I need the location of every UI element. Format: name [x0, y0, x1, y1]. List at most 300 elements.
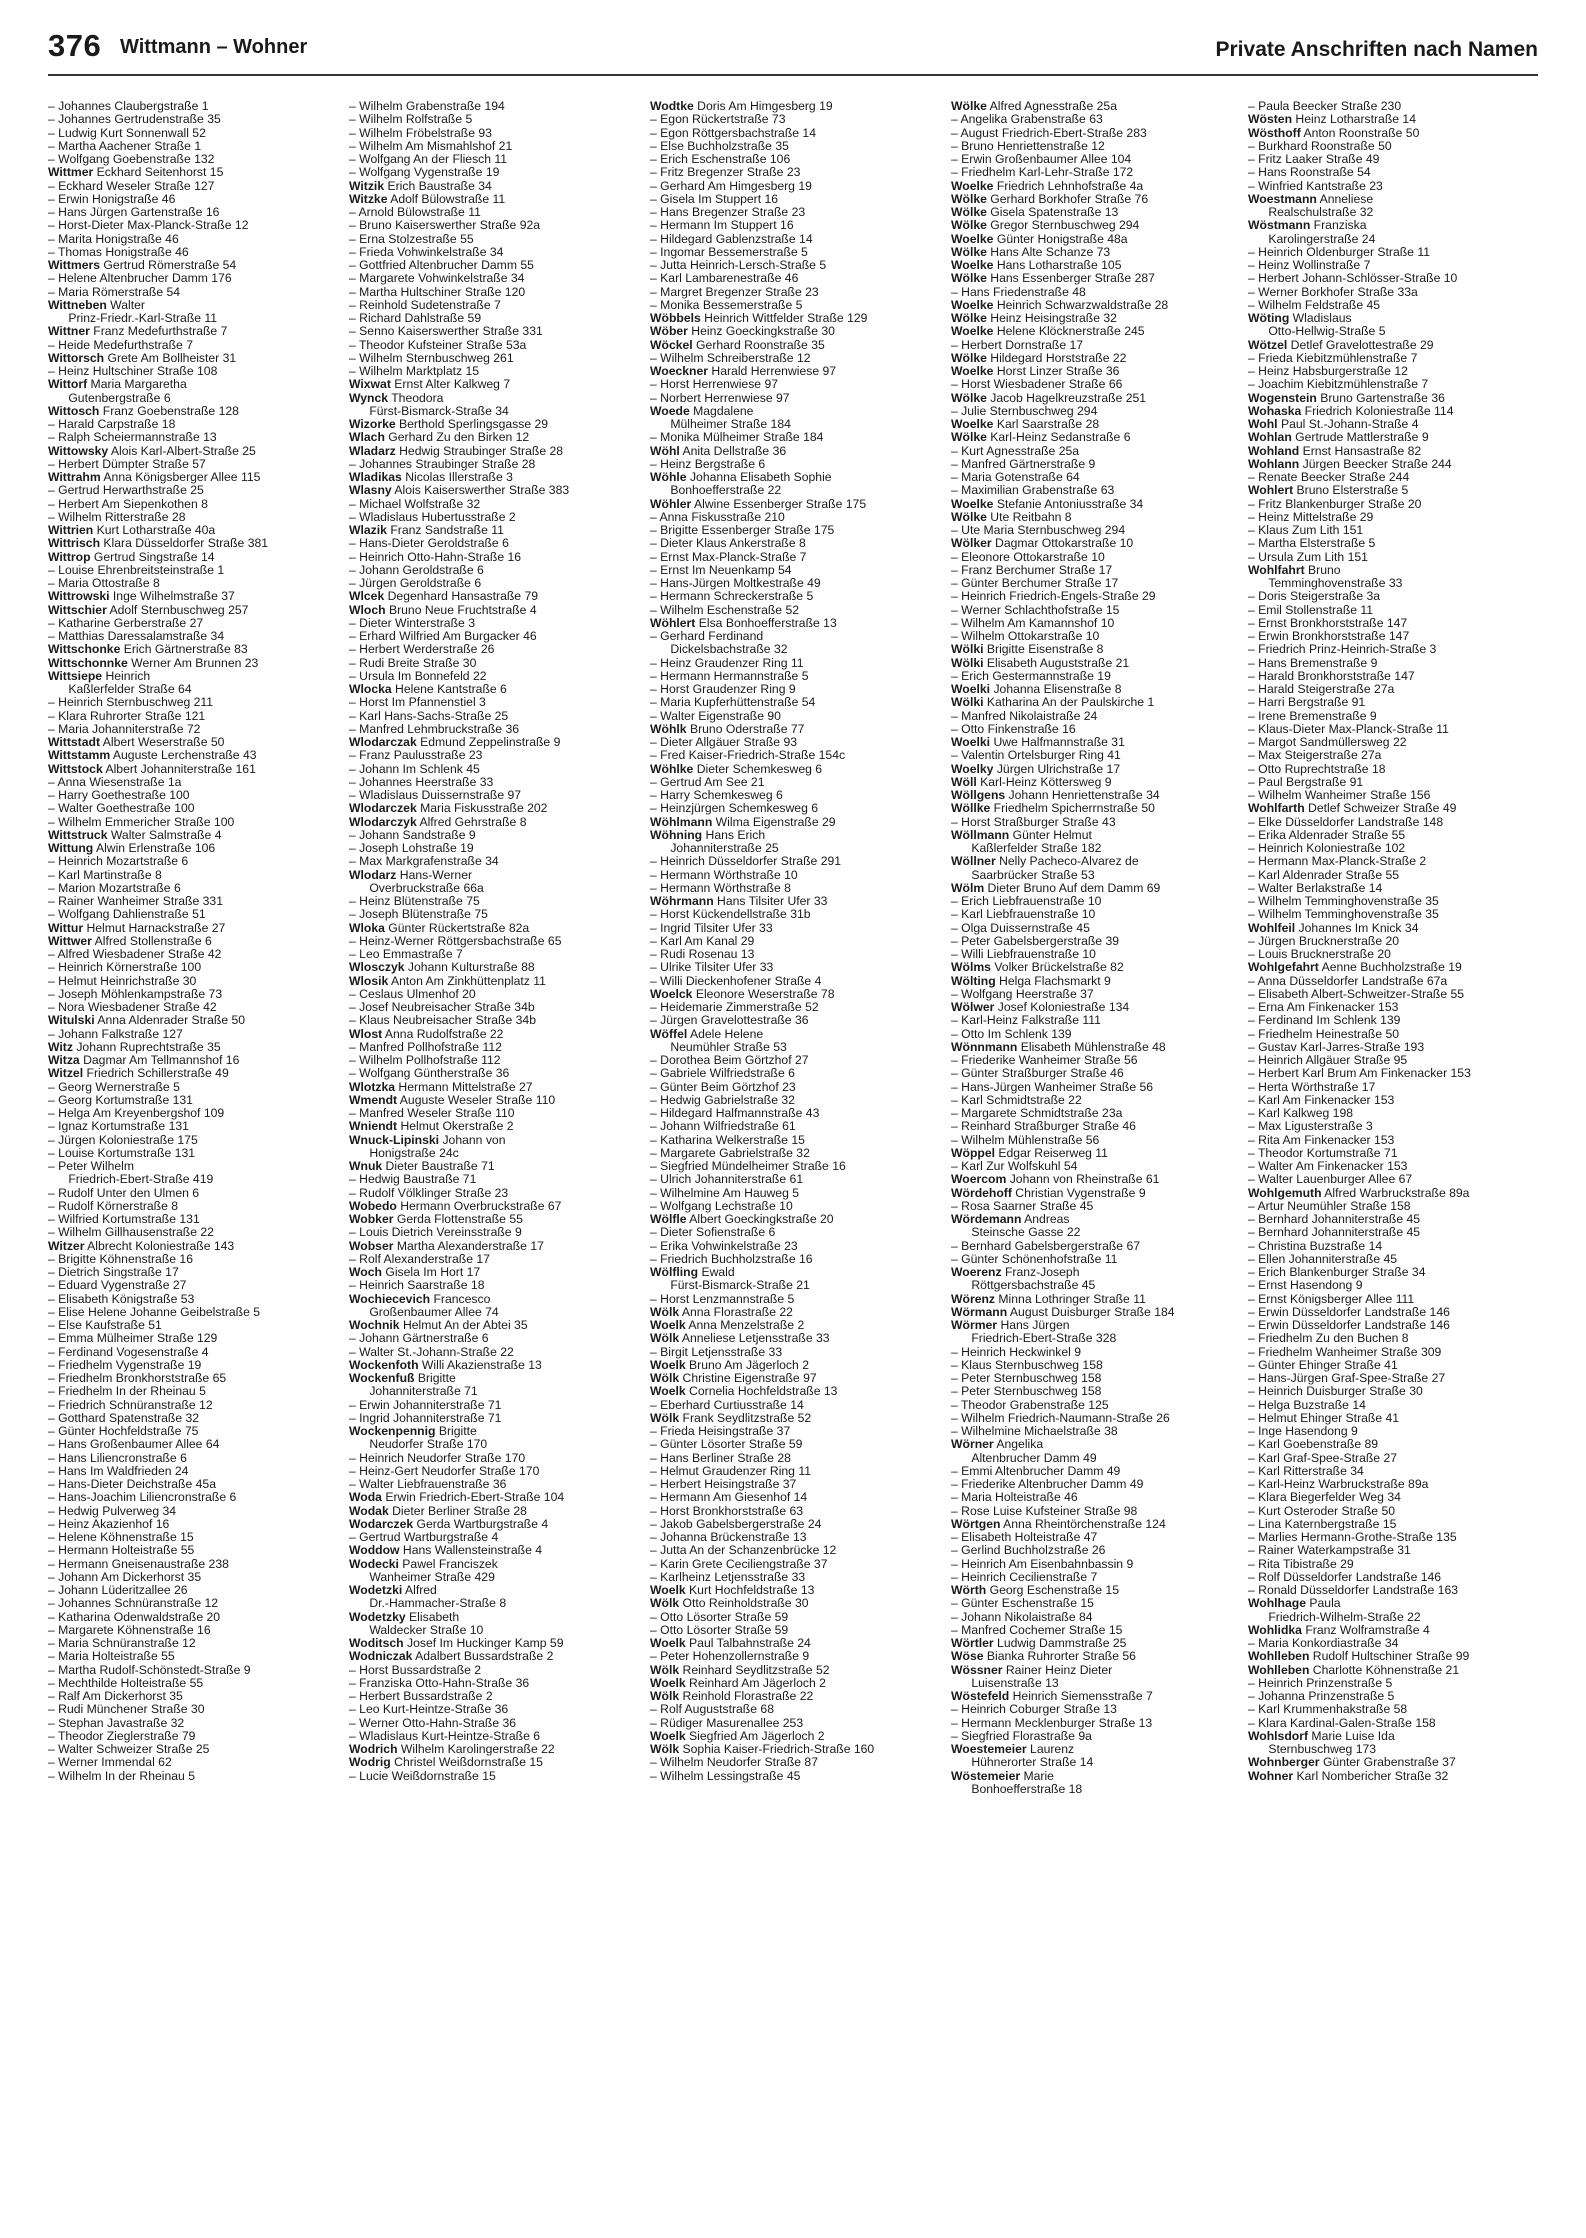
directory-entry: – Monika Bessemerstraße 5 — [650, 298, 803, 312]
directory-entry: – Horst Lenzmannstraße 5 — [650, 1292, 795, 1306]
directory-entry: – Gertrud Herwarthstraße 25 — [48, 484, 204, 498]
directory-entry: – Wilhelm Mühlenstraße 56 — [951, 1133, 1100, 1147]
directory-entry: – Monika Mülheimer Straße 184 — [650, 431, 824, 445]
directory-entry: Witza Dagmar Am Tellmannshof 16 — [48, 1054, 240, 1067]
directory-entry: – Erwin Honigstraße 46 — [48, 192, 176, 206]
directory-entry: – Bernhard Johanniterstraße 45 — [1248, 1226, 1421, 1240]
directory-entry: – Johann Falkstraße 127 — [48, 1027, 183, 1041]
directory-entry: Wlcek Degenhard Hansastraße 79 — [349, 590, 539, 604]
directory-entry: – Maria Römerstraße 54 — [48, 285, 181, 299]
directory-entry: Wobker Gerda Flottenstraße 55 — [349, 1213, 523, 1226]
directory-entry: – Walter Am Finkenacker 153 — [1248, 1160, 1408, 1173]
directory-entry: – Katharina Welkerstraße 15 — [650, 1133, 805, 1147]
directory-entry: Saarbrücker Straße 53 — [951, 868, 1095, 882]
directory-entry: – Rudi Münchener Straße 30 — [48, 1703, 205, 1717]
directory-entry: Wölke Hans Essenberger Straße 287 — [951, 272, 1155, 286]
directory-entry: – Klaus-Dieter Max-Planck-Straße 11 — [1248, 722, 1449, 736]
directory-entry: – Wilhelm Neudorfer Straße 87 — [650, 1756, 818, 1770]
directory-entry: – Herbert Werderstraße 26 — [349, 643, 495, 657]
directory-entry: – Heidemarie Zimmerstraße 52 — [650, 1001, 819, 1014]
directory-entry: – Friedhelm Karl-Lehr-Straße 172 — [951, 166, 1134, 180]
directory-entry: Wittner Franz Medefurthstraße 7 — [48, 325, 228, 339]
directory-entry: Wladarz Hedwig Straubinger Straße 28 — [349, 444, 564, 458]
directory-entry: Wölke Heinz Heisingstraße 32 — [951, 312, 1117, 325]
directory-entry: – Irene Bremenstraße 9 — [1248, 709, 1377, 723]
directory-entry: – Heinz Blütenstraße 75 — [349, 895, 480, 908]
directory-entry: – Wilhelm Lessingstraße 45 — [650, 1769, 801, 1783]
directory-entry: – Heinrich Saarstraße 18 — [349, 1279, 485, 1293]
directory-entry: – Maria Kupferhüttenstraße 54 — [650, 696, 816, 710]
directory-entry: – Helmut Ehinger Straße 41 — [1248, 1411, 1400, 1425]
directory-entry: Witzke Adolf Bülowstraße 11 — [349, 192, 506, 206]
directory-entry: – Maria Gotenstraße 64 — [951, 471, 1080, 484]
directory-entry: – Werner Borkhofer Straße 33a — [1248, 285, 1418, 299]
directory-entry: Wössner Rainer Heinz Dieter — [951, 1663, 1113, 1677]
directory-entry: Fürst-Bismarck-Straße 21 — [650, 1279, 810, 1293]
directory-entry: – Maria Holteistraße 55 — [48, 1650, 175, 1664]
directory-entry: Woelke Heinrich Schwarzwaldstraße 28 — [951, 298, 1169, 312]
directory-entry: Temminghovenstraße 33 — [1248, 577, 1403, 590]
directory-entry: – Erich Blankenburger Straße 34 — [1248, 1266, 1426, 1279]
directory-entry: – Christina Buzstraße 14 — [1248, 1239, 1383, 1253]
directory-entry: – Wilhelm Temminghovenstraße 35 — [1248, 908, 1439, 922]
directory-entry: Altenbrucher Damm 49 — [951, 1451, 1097, 1465]
directory-entry: – Joseph Möhlenkampstraße 73 — [48, 987, 223, 1001]
directory-entry: – Heinrich Allgäuer Straße 95 — [1248, 1054, 1408, 1067]
directory-entry: Dickelsbachstraße 32 — [650, 643, 788, 657]
directory-entry: – Lina Katernbergstraße 15 — [1248, 1517, 1397, 1531]
directory-entry: – Heinz Graudenzer Ring 11 — [650, 656, 804, 670]
directory-entry: Wittowsky Alois Karl-Albert-Straße 25 — [48, 444, 256, 458]
directory-entry: Wohlleben Charlotte Köhnenstraße 21 — [1248, 1663, 1460, 1677]
directory-entry: – Günter Straßburger Straße 46 — [951, 1067, 1124, 1081]
directory-entry: – Hans-Dieter Geroldstraße 6 — [349, 537, 509, 551]
directory-entry: – Eckhard Weseler Straße 127 — [48, 179, 215, 193]
directory-entry: Woda Erwin Friedrich-Ebert-Straße 104 — [349, 1491, 565, 1505]
directory-entry: Wmendt Auguste Weseler Straße 110 — [349, 1093, 556, 1107]
directory-entry: – Johann Wilfriedstraße 61 — [650, 1120, 796, 1134]
directory-entry: – Wolfgang Goebenstraße 132 — [48, 153, 215, 166]
directory-entry: – Karl-Heinz Falkstraße 111 — [951, 1014, 1101, 1028]
directory-entry: – Walter St.-Johann-Straße 22 — [349, 1345, 514, 1359]
directory-entry: – Gottfried Altenbrucher Damm 55 — [349, 259, 534, 272]
directory-entry: Wörenz Minna Lothringer Straße 11 — [951, 1292, 1146, 1306]
directory-entry: Wittschonnke Werner Am Brunnen 23 — [48, 656, 259, 670]
directory-entry: – Herta Wörthstraße 17 — [1248, 1080, 1376, 1094]
directory-entry: Wöting Wladislaus — [1248, 312, 1352, 325]
directory-entry: – Johann Lüderitzallee 26 — [48, 1584, 188, 1597]
directory-entry: Overbruckstraße 66a — [349, 881, 484, 895]
directory-entry: – Olga Duissernstraße 45 — [951, 921, 1090, 935]
directory-entry: – Ulrike Tilsiter Ufer 33 — [650, 961, 774, 975]
directory-entry: Wöppel Edgar Reiserweg 11 — [951, 1146, 1108, 1160]
directory-entry: – Michael Wolfstraße 32 — [349, 497, 481, 511]
directory-entry: – Margarete Köhnenstraße 16 — [48, 1623, 211, 1637]
directory-entry: – Karl Krummenhakstraße 58 — [1248, 1703, 1408, 1717]
directory-entry: Honigstraße 24c — [349, 1146, 459, 1160]
directory-entry: Kaßlerfelder Straße 64 — [48, 683, 192, 696]
directory-entry: – Wilhelm Friedrich-Naumann-Straße 26 — [951, 1411, 1170, 1425]
directory-entry: – Hedwig Pulverweg 34 — [48, 1504, 177, 1518]
directory-entry: Dr.-Hammacher-Straße 8 — [349, 1597, 507, 1611]
directory-entry: Witulski Anna Aldenrader Straße 50 — [48, 1014, 246, 1028]
directory-entry: – Willi Liebfrauenstraße 10 — [951, 948, 1096, 961]
directory-entry: – Reinhard Straßburger Straße 46 — [951, 1120, 1136, 1134]
directory-entry: – Emmi Altenbrucher Damm 49 — [951, 1464, 1121, 1478]
directory-entry: – Wladislaus Hubertusstraße 2 — [349, 510, 516, 524]
directory-entry: Wloka Günter Rückertstraße 82a — [349, 921, 530, 935]
directory-entry: – Wilhelm Emmericher Straße 100 — [48, 815, 235, 829]
directory-entry: – Ignaz Kortumstraße 131 — [48, 1120, 189, 1134]
directory-entry: – Johann Am Dickerhorst 35 — [48, 1570, 202, 1584]
directory-entry: Wohlert Bruno Elsterstraße 5 — [1248, 484, 1409, 498]
directory-entry: Woeckner Harald Herrenwiese 97 — [650, 365, 837, 378]
directory-entry: Wittstadt Albert Weserstraße 50 — [48, 736, 225, 749]
directory-entry: – Max Steigerstraße 27a — [1248, 749, 1382, 763]
directory-entry: Woelk Kurt Hochfeldstraße 13 — [650, 1584, 815, 1597]
directory-entry: Wnuk Dieter Baustraße 71 — [349, 1160, 495, 1173]
directory-entry: – Erna Stolzestraße 55 — [349, 232, 474, 246]
directory-entry: – Herbert Bussardstraße 2 — [349, 1690, 493, 1703]
directory-entry: – Bruno Kaiserswerther Straße 92a — [349, 219, 541, 233]
directory-entry: – Paula Beecker Straße 230 — [1248, 100, 1402, 113]
directory-entry: Hühnerorter Straße 14 — [951, 1756, 1094, 1770]
directory-entry: – Wolfgang Güntherstraße 36 — [349, 1067, 510, 1081]
directory-entry: – Artur Neumühler Straße 158 — [1248, 1199, 1411, 1213]
directory-entry: Wöstmann Franziska — [1248, 219, 1367, 233]
directory-entry: – Gotthard Spatenstraße 32 — [48, 1411, 200, 1425]
directory-entry: Wanheimer Straße 429 — [349, 1570, 495, 1584]
directory-entry: Bonhoefferstraße 18 — [951, 1782, 1083, 1796]
directory-entry: – Peter Wilhelm — [48, 1160, 135, 1173]
directory-entry: – Günter Hochfeldstraße 75 — [48, 1425, 199, 1438]
directory-entry: Woelk Bruno Am Jägerloch 2 — [650, 1358, 809, 1372]
directory-entry: Wöse Bianka Ruhrorter Straße 56 — [951, 1650, 1136, 1664]
directory-entry: – Hans-Jürgen Wanheimer Straße 56 — [951, 1080, 1154, 1094]
directory-entry: Woelke Stefanie Antoniusstraße 34 — [951, 497, 1144, 511]
directory-entry: Woelk Cornelia Hochfeldstraße 13 — [650, 1385, 838, 1399]
directory-entry: Wohnberger Günter Grabenstraße 37 — [1248, 1756, 1456, 1770]
directory-entry: – Dieter Sofienstraße 6 — [650, 1226, 776, 1240]
directory-entry: – Walter Berlakstraße 14 — [1248, 881, 1383, 895]
directory-entry: – Maria Ottostraße 8 — [48, 577, 160, 590]
directory-entry: – Helga Buzstraße 14 — [1248, 1398, 1366, 1412]
name-range: Wittmann – Wohner — [120, 36, 308, 58]
directory-entry: – Karl Aldenrader Straße 55 — [1248, 868, 1400, 882]
directory-entry: – Heinzjürgen Schemkesweg 6 — [650, 802, 819, 816]
directory-entry: – Karl Hans-Sachs-Straße 25 — [349, 709, 509, 723]
directory-entry: Wlach Gerhard Zu den Birken 12 — [349, 431, 530, 445]
directory-entry: – Ernst Max-Planck-Straße 7 — [650, 550, 807, 564]
directory-entry: – Heinrich Heckwinkel 9 — [951, 1345, 1082, 1359]
directory-entry: Woede Magdalene — [650, 404, 754, 418]
directory-entry: – Karl Graf-Spee-Straße 27 — [1248, 1451, 1398, 1465]
directory-entry: Wladikas Nicolas Illerstraße 3 — [349, 471, 513, 484]
directory-entry: – Louis Brucknerstraße 20 — [1248, 948, 1391, 961]
directory-entry: – Paul Bergstraße 91 — [1248, 775, 1364, 789]
directory-entry: Sternbuschweg 173 — [1248, 1743, 1377, 1756]
directory-entry: Friedrich-Ebert-Straße 419 — [48, 1173, 214, 1187]
directory-entry: – Otto Ruprechtstraße 18 — [1248, 762, 1386, 776]
directory-entry: Wohlsdorf Marie Luise Ida — [1248, 1729, 1395, 1743]
directory-entry: – Rolf Alexanderstraße 17 — [349, 1252, 490, 1266]
directory-entry: – Georg Wernerstraße 5 — [48, 1080, 180, 1094]
directory-entry: – Hans Roonstraße 54 — [1248, 166, 1371, 180]
directory-entry: – Ralf Am Dickerhorst 35 — [48, 1690, 183, 1703]
directory-entry: Woch Gisela Im Hort 17 — [349, 1266, 481, 1279]
directory-entry: Wörmer Hans Jürgen — [951, 1319, 1070, 1332]
directory-entry: – Herbert Karl Brum Am Finkenacker 153 — [1248, 1067, 1471, 1081]
directory-entry: – Peter Gabelsbergerstraße 39 — [951, 934, 1120, 948]
directory-entry: – Wilhelm Schreiberstraße 12 — [650, 351, 811, 365]
directory-entry: Woelke Günter Honigstraße 48a — [951, 232, 1128, 246]
directory-entry: – Johannes Schnüranstraße 12 — [48, 1597, 219, 1611]
directory-entry: Wöhrmann Hans Tilsiter Ufer 33 — [650, 895, 828, 908]
directory-entry: – Günter Eschenstraße 15 — [951, 1597, 1094, 1611]
directory-entry: Kaßlerfelder Straße 182 — [951, 842, 1102, 855]
directory-entry: – Franz Paulusstraße 23 — [349, 749, 483, 763]
directory-entry: – Gertrud Wartburgstraße 4 — [349, 1531, 499, 1544]
directory-entry: Wörth Georg Eschenstraße 15 — [951, 1584, 1119, 1597]
directory-entry: – Gerhard Am Himgesberg 19 — [650, 179, 812, 193]
directory-entry: Wohland Ernst Hansastraße 82 — [1248, 444, 1422, 458]
directory-entry: – Ute Maria Sternbuschweg 294 — [951, 524, 1126, 537]
directory-entry: Otto-Hellwig-Straße 5 — [1248, 325, 1386, 339]
directory-entry: – Johannes Gertrudenstraße 35 — [48, 113, 221, 127]
directory-entry: – Heinrich Am Eisenbahnbassin 9 — [951, 1557, 1134, 1571]
directory-entry: – Manfred Nikolaistraße 24 — [951, 709, 1098, 723]
directory-entry: – Katharina Odenwaldstraße 20 — [48, 1610, 221, 1624]
directory-entry: – Erich Gestermannstraße 19 — [951, 669, 1111, 683]
directory-entry: – Ferdinand Vogesenstraße 4 — [48, 1345, 209, 1359]
directory-entry: – Peter Sternbuschweg 158 — [951, 1372, 1102, 1385]
directory-entry: – Matthias Daressalamstraße 34 — [48, 630, 225, 643]
directory-entry: Woddow Hans Wallensteinstraße 4 — [349, 1544, 543, 1558]
directory-entry: Wittschier Adolf Sternbuschweg 257 — [48, 603, 249, 617]
directory-entry: – Karl Liebfrauenstraße 10 — [951, 908, 1096, 922]
directory-entry: Woelk Paul Talbahnstraße 24 — [650, 1637, 811, 1650]
directory-entry: – Stephan Javastraße 32 — [48, 1716, 185, 1730]
directory-entry: – Werner Otto-Hahn-Straße 36 — [349, 1716, 517, 1730]
directory-entry: Johanniterstraße 71 — [349, 1385, 478, 1399]
directory-entry: Wölk Reinhard Seydlitzstraße 52 — [650, 1663, 830, 1677]
directory-entry: – Wilhelm Gillhausenstraße 22 — [48, 1226, 214, 1240]
directory-entry: – Frieda Kiebitzmühlenstraße 7 — [1248, 351, 1418, 365]
directory-entry: Wittosch Franz Goebenstraße 128 — [48, 404, 239, 418]
directory-entry: – Siegfried Florastraße 9a — [951, 1729, 1092, 1743]
directory-entry: – Ronald Düsseldorfer Landstraße 163 — [1248, 1584, 1459, 1597]
directory-entry: – Erwin Großenbaumer Allee 104 — [951, 153, 1132, 166]
directory-entry: – Wilhelm Fröbelstraße 93 — [349, 126, 492, 140]
directory-entry: Röttgersbachstraße 45 — [951, 1279, 1096, 1293]
directory-entry: – Katharine Gerberstraße 27 — [48, 616, 204, 630]
directory-entry: – Heinz-Werner Röttgersbachstraße 65 — [349, 934, 562, 948]
directory-entry: – Fritz Blankenburger Straße 20 — [1248, 497, 1422, 511]
directory-entry: – Helga Am Kreyenbergshof 109 — [48, 1107, 225, 1120]
directory-entry: – Gustav Karl-Jarres-Straße 193 — [1248, 1040, 1425, 1054]
directory-entry: Fürst-Bismarck-Straße 34 — [349, 404, 509, 418]
directory-entry: – Mechthilde Holteistraße 55 — [48, 1676, 204, 1690]
directory-entry: – Bruno Henriettenstraße 12 — [951, 139, 1105, 153]
directory-entry: – Elke Düsseldorfer Landstraße 148 — [1248, 815, 1444, 829]
directory-entry: – Wilhelm In der Rheinau 5 — [48, 1769, 195, 1783]
directory-entry: Wlosik Anton Am Zinkhüttenplatz 11 — [349, 974, 546, 988]
directory-entry: – Friedhelm Vygenstraße 19 — [48, 1358, 202, 1372]
directory-entry: – Brigitte Essenberger Straße 175 — [650, 524, 835, 537]
directory-entry: – Johanna Brückenstraße 13 — [650, 1531, 807, 1544]
directory-entry: – Siegfried Mündelheimer Straße 16 — [650, 1160, 846, 1173]
directory-entry: Wohlan Gertrude Mattlerstraße 9 — [1248, 431, 1429, 445]
directory-entry: – Hedwig Gabrielstraße 32 — [650, 1093, 795, 1107]
directory-entry: – Hedwig Baustraße 71 — [349, 1173, 477, 1187]
directory-entry: – Bernhard Gabelsbergerstraße 67 — [951, 1239, 1141, 1253]
directory-entry: – Harry Goethestraße 100 — [48, 789, 190, 802]
directory-entry: Wlodarczyk Alfred Gehrstraße 8 — [349, 815, 527, 829]
directory-entry: Wölke Alfred Agnesstraße 25a — [951, 100, 1117, 113]
directory-entry: – Hans Bregenzer Straße 23 — [650, 206, 806, 219]
directory-entry: Wodecki Pawel Franciszek — [349, 1557, 498, 1571]
directory-entry: – Bernhard Johanniterstraße 45 — [1248, 1213, 1421, 1226]
directory-entry: – Klara Ruhrorter Straße 121 — [48, 709, 206, 723]
directory-entry: Wittmer Eckhard Seitenhorst 15 — [48, 166, 224, 180]
directory-entry: Steinsche Gasse 22 — [951, 1226, 1081, 1240]
directory-entry: – Else Buchholzstraße 35 — [650, 139, 789, 153]
directory-entry: – Renate Beecker Straße 244 — [1248, 471, 1410, 484]
directory-entry: – Otto Lösorter Straße 59 — [650, 1623, 789, 1637]
directory-entry: – Karl Martinstraße 8 — [48, 868, 162, 882]
directory-entry: Wöllgens Johann Henriettenstraße 34 — [951, 789, 1160, 802]
page-header — [48, 28, 1538, 72]
directory-entry: – Fred Kaiser-Friedrich-Straße 154c — [650, 749, 846, 763]
directory-entry: – Anna Wiesenstraße 1a — [48, 775, 182, 789]
directory-entry: Wodniczak Adalbert Bussardstraße 2 — [349, 1650, 554, 1664]
directory-entry: – Klaus Sternbuschweg 158 — [951, 1358, 1103, 1372]
directory-entry: – Friedhelm In der Rheinau 5 — [48, 1385, 206, 1399]
directory-entry: – Hildegard Halfmannstraße 43 — [650, 1107, 820, 1120]
directory-entry: – Joseph Blütenstraße 75 — [349, 908, 488, 922]
directory-entry: – Wilhelm Sternbuschweg 261 — [349, 351, 514, 365]
directory-entry: – Reinhold Sudetenstraße 7 — [349, 298, 501, 312]
directory-entry: – Martha Aachener Straße 1 — [48, 139, 202, 153]
directory-entry: Wittneben Walter — [48, 298, 145, 312]
directory-entry: – Klaus Zum Lith 151 — [1248, 524, 1364, 537]
directory-entry: – Wilhelm Ottokarstraße 10 — [951, 630, 1100, 643]
directory-entry: – Heinrich Düsseldorfer Straße 291 — [650, 855, 842, 869]
directory-entry: – Hermann Max-Planck-Straße 2 — [1248, 855, 1427, 869]
directory-entry: – Kurt Agnesstraße 25a — [951, 444, 1080, 458]
directory-entry: Woelk Siegfried Am Jägerloch 2 — [650, 1729, 825, 1743]
directory-entry: Wölk Reinhold Florastraße 22 — [650, 1690, 814, 1703]
directory-entry: – Heinrich Mozartstraße 6 — [48, 855, 189, 869]
directory-entry: – Gerlind Buchholzstraße 26 — [951, 1544, 1106, 1558]
directory-entry: Wölke Hans Alte Schanze 73 — [951, 245, 1111, 259]
directory-entry: – Walter Lauenburger Allee 67 — [1248, 1173, 1413, 1187]
directory-entry: – Wilhelmine Am Hauweg 5 — [650, 1186, 800, 1200]
directory-entry: – Rudi Rosenau 13 — [650, 948, 755, 961]
directory-entry: – Klara Kardinal-Galen-Straße 158 — [1248, 1716, 1436, 1730]
directory-entry: – Helmut Heinrichstraße 30 — [48, 974, 197, 988]
directory-entry: – Burkhard Roonstraße 50 — [1248, 139, 1392, 153]
directory-entry: Witzik Erich Baustraße 34 — [349, 179, 492, 193]
directory-entry: Woditsch Josef Im Huckinger Kamp 59 — [349, 1637, 564, 1650]
directory-entry: – Hans Friedenstraße 48 — [951, 285, 1086, 299]
directory-entry: Wörtler Ludwig Dammstraße 25 — [951, 1637, 1127, 1650]
directory-entry: – Wilhelm Am Kamannshof 10 — [951, 616, 1115, 630]
directory-entry: Wördehoff Christian Vygenstraße 9 — [951, 1186, 1146, 1200]
directory-entry: – Ernst Bronkhorststraße 147 — [1248, 616, 1408, 630]
directory-entry: – Ludwig Kurt Sonnenwall 52 — [48, 126, 206, 140]
directory-entry: Wölk Otto Reinholdstraße 30 — [650, 1597, 809, 1611]
directory-entry: – Erwin Düsseldorfer Landstraße 146 — [1248, 1305, 1450, 1319]
directory-entry: – Hans Im Waldfrieden 24 — [48, 1464, 189, 1478]
directory-entry: – Wilfried Kortumstraße 131 — [48, 1213, 200, 1226]
directory-entry: – Hermann Mecklenburger Straße 13 — [951, 1716, 1153, 1730]
directory-entry: – Anna Düsseldorfer Landstraße 67a — [1248, 974, 1448, 988]
directory-entry: Wölke Gerhard Borkhofer Straße 76 — [951, 192, 1149, 206]
directory-entry: – Ceslaus Ulmenhof 20 — [349, 987, 476, 1001]
directory-entry: – Ralph Scheiermannstraße 13 — [48, 431, 217, 445]
directory-entry: Wodarczek Gerda Wartburgstraße 4 — [349, 1517, 549, 1531]
directory-entry: – Rolf Düsseldorfer Landstraße 146 — [1248, 1570, 1442, 1584]
directory-entry: Wockenfuß Brigitte — [349, 1372, 456, 1385]
directory-entry: – Eduard Vygenstraße 27 — [48, 1279, 187, 1293]
directory-entry: – Julie Sternbuschweg 294 — [951, 404, 1098, 418]
directory-entry: Wöhlmann Wilma Eigenstraße 29 — [650, 815, 836, 829]
directory-entry: – Rainer Wanheimer Straße 331 — [48, 895, 223, 908]
directory-entry: – Johann Im Schlenk 45 — [349, 762, 480, 776]
directory-entry: – Theodor Grabenstraße 125 — [951, 1398, 1109, 1412]
directory-entry: – Herbert Johann-Schlösser-Straße 10 — [1248, 272, 1458, 286]
directory-entry: – Heinrich Koloniestraße 102 — [1248, 842, 1406, 855]
directory-entry: Wohl Paul St.-Johann-Straße 4 — [1248, 418, 1419, 431]
directory-entry: – Jutta Heinrich-Lersch-Straße 5 — [650, 259, 827, 272]
directory-entry: Luisenstraße 13 — [951, 1676, 1059, 1690]
directory-entry: – Manfred Gärtnerstraße 9 — [951, 457, 1096, 471]
column-3 — [650, 100, 940, 1783]
directory-entry: – Hermann Holteistraße 55 — [48, 1544, 195, 1558]
directory-entry: – Theodor Kortumstraße 71 — [1248, 1146, 1398, 1160]
directory-entry: – Jürgen Brucknerstraße 20 — [1248, 934, 1400, 948]
directory-entry: – Johanna Prinzenstraße 5 — [1248, 1690, 1395, 1703]
directory-entry: Realschulstraße 32 — [1248, 206, 1374, 219]
directory-entry: Wohlhage Paula — [1248, 1597, 1341, 1611]
directory-entry: – Friedhelm Zu den Buchen 8 — [1248, 1332, 1409, 1346]
directory-entry: Wodak Dieter Berliner Straße 28 — [349, 1504, 527, 1518]
directory-entry: – Doris Steigerstraße 3a — [1248, 590, 1381, 604]
directory-entry: – Karl Am Kanal 29 — [650, 934, 755, 948]
directory-entry: Wölfling Ewald — [650, 1266, 735, 1279]
column-1 — [48, 100, 338, 1783]
directory-entry: – Egon Rückertstraße 73 — [650, 113, 786, 127]
directory-entry: Wohlidka Franz Wolframstraße 4 — [1248, 1623, 1430, 1637]
directory-entry: – Hans Großenbaumer Allee 64 — [48, 1438, 220, 1452]
directory-entry: Woelky Jürgen Ulrichstraße 17 — [951, 762, 1121, 776]
directory-entry: – Walter Eigenstraße 90 — [650, 709, 781, 723]
directory-entry: – Else Kaufstraße 51 — [48, 1319, 162, 1332]
directory-entry: – Eleonore Ottokarstraße 10 — [951, 550, 1105, 564]
directory-entry: – Friedhelm Heinestraße 50 — [1248, 1027, 1400, 1041]
directory-entry: – Dieter Winterstraße 3 — [349, 616, 475, 630]
directory-entry: – Wilhelm Marktplatz 15 — [349, 365, 480, 378]
directory-entry: – Maria Johanniterstraße 72 — [48, 722, 201, 736]
directory-entry: Wösthoff Anton Roonstraße 50 — [1248, 126, 1420, 140]
directory-entry: – Otto Im Schlenk 139 — [951, 1027, 1072, 1041]
directory-entry: – Egon Röttgersbachstraße 14 — [650, 126, 816, 140]
directory-entry: – Heinz Habsburgerstraße 12 — [1248, 365, 1408, 378]
directory-entry: Wölwer Josef Koloniestraße 134 — [951, 1001, 1130, 1014]
directory-entry: – Karl Schmidtstraße 22 — [951, 1093, 1082, 1107]
directory-entry: – Klaus Neubreisacher Straße 34b — [349, 1014, 536, 1028]
